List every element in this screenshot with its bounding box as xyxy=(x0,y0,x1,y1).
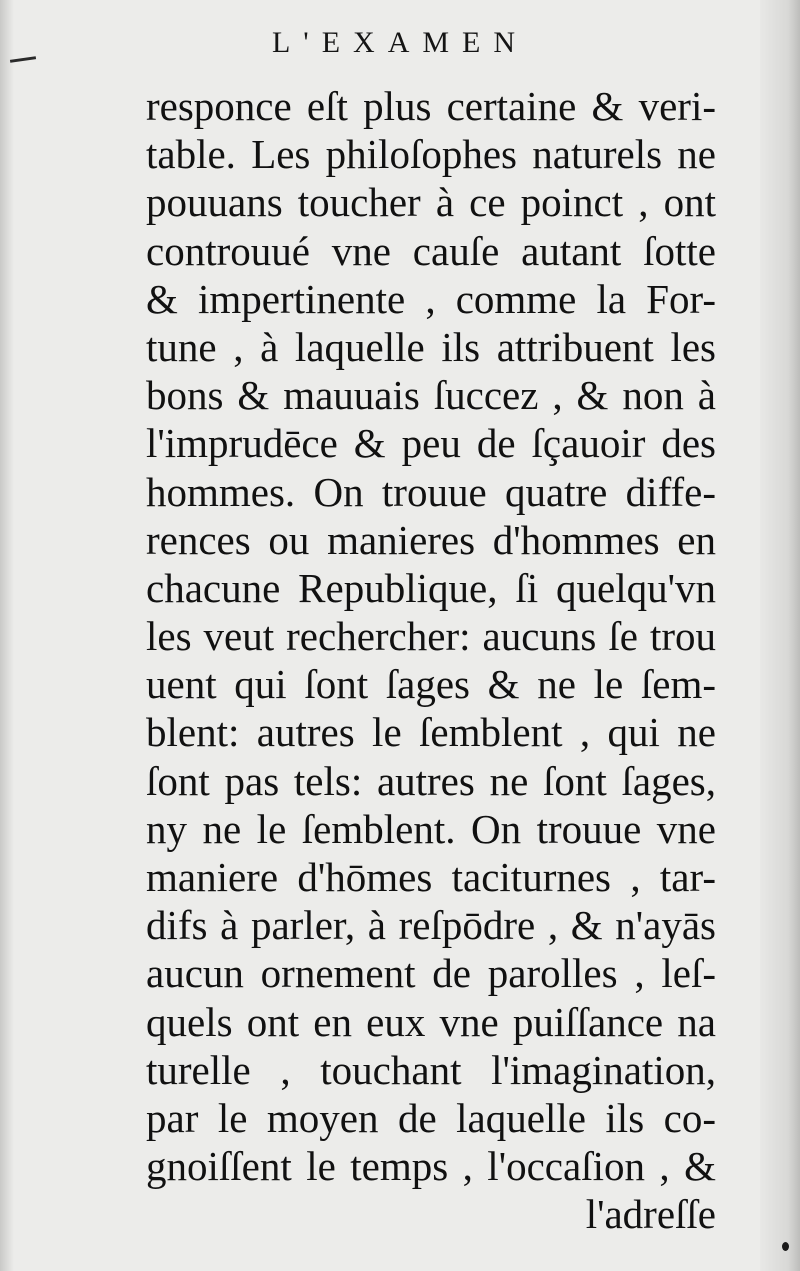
spine-shadow xyxy=(0,0,14,1271)
text-line: controuué vne cauſe autant ſotte xyxy=(146,227,716,274)
text-line: aucun ornement de parolles , leſ- xyxy=(146,950,716,997)
text-line: maniere d'hōmes taciturnes , tar- xyxy=(146,854,716,900)
text-line: tune , à laquelle ils attribuent les xyxy=(146,323,716,370)
running-head: L'EXAMEN xyxy=(271,26,529,59)
page-edge xyxy=(760,0,800,1271)
text-line: & impertinente , comme la For- xyxy=(146,275,716,322)
text-line: les veut rechercher: aucuns ſe trou xyxy=(146,613,716,660)
ink-spot xyxy=(782,1242,789,1251)
text-line: l'imprudēce & peu de ſçauoir des xyxy=(146,420,716,467)
text-line: ſont pas tels: autres ne ſont ſages, xyxy=(146,757,716,804)
text-line: turelle , touchant l'imagination, xyxy=(146,1046,716,1093)
text-line: ny ne le ſemblent. On trouue vne xyxy=(146,805,716,852)
text-line: par le moyen de laquelle ils co- xyxy=(146,1094,716,1141)
text-line: bons & mauuais ſuccez , & non à xyxy=(146,372,716,419)
catchword: l'adreſſe xyxy=(585,1191,716,1238)
text-line: uent qui ſont ſages & ne le ſem- xyxy=(146,661,716,708)
text-line: difs à parler, à reſpōdre , & n'ayās xyxy=(146,902,716,949)
text-line: hommes. On trouue quatre diffe- xyxy=(146,468,716,515)
text-line: gnoiſſent le temps , l'occaſion , & xyxy=(146,1143,716,1190)
text-line: rences ou manieres d'hommes en xyxy=(146,516,716,563)
body-text xyxy=(146,82,716,1239)
text-line: quels ont en eux vne puiſſance na xyxy=(146,998,716,1045)
text-line: chacune Republique, ſi quelqu'vn xyxy=(146,564,716,611)
text-line: table. Les philoſophes naturels ne xyxy=(146,131,716,178)
text-line: responce eſt plus certaine & veri- xyxy=(146,83,716,129)
text-line: pouuans toucher à ce poinct , ont xyxy=(146,179,716,226)
text-line: blent: autres le ſemblent , qui ne xyxy=(146,709,716,756)
